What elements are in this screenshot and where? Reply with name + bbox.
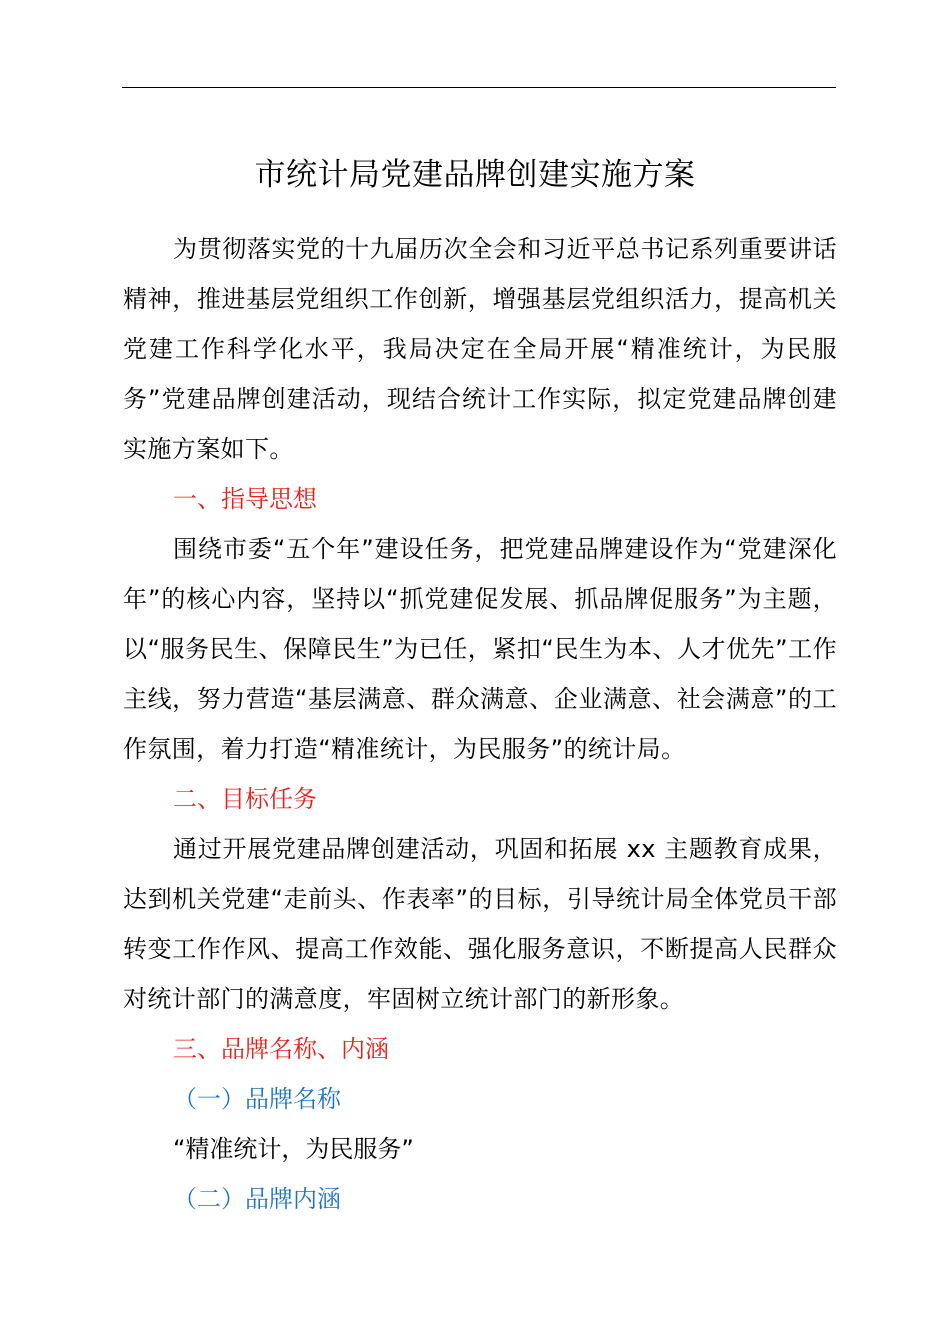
document-body (123, 224, 837, 1224)
section-text-goals: 通过开展党建品牌创建活动，巩固和拓展 xx 主题教育成果，达到机关党建“走前头、作表率”的目标，引导统计局全体党员干部转变工作作风、提高工作效能、强化服务意识，不断提高人民群众对统计部门的满意度，牢固树立统计部门的新形象。 (123, 835, 837, 1013)
section-heading-guiding-ideology: 一、指导思想 (173, 485, 317, 513)
document-title: 市统计局党建品牌创建实施方案 (254, 157, 696, 193)
section-heading-brand: 三、品牌名称、内涵 (173, 1035, 389, 1063)
section-text-guiding-ideology: 围绕市委“五个年”建设任务，把党建品牌建设作为“党建深化年”的核心内容，坚持以“抓党建促发展、抓品牌促服务”为主题，以“服务民生、保障民生”为已任，紧扣“民生为本、人才优先”工作主线，努力营造“基层满意、群众满意、企业满意、社会满意”的工作氛围，着力打造“精准统计，为民服务”的统计局。 (123, 535, 837, 763)
subsection-heading-brand-meaning: （二）品牌内涵 (173, 1185, 341, 1213)
intro-paragraph: 为贯彻落实党的十九届历次全会和习近平总书记系列重要讲话精神，推进基层党组织工作创新，增强基层党组织活力，提高机关党建工作科学化水平，我局决定在全局开展“精准统计，为民服务”党建品牌创建活动，现结合统计工作实际，拟定党建品牌创建实施方案如下。 (123, 235, 837, 463)
brand-name-text: “精准统计，为民服务” (173, 1135, 414, 1163)
subsection-heading-brand-name: （一）品牌名称 (173, 1085, 341, 1113)
header-rule (122, 87, 836, 88)
section-heading-goals: 二、目标任务 (173, 785, 317, 813)
